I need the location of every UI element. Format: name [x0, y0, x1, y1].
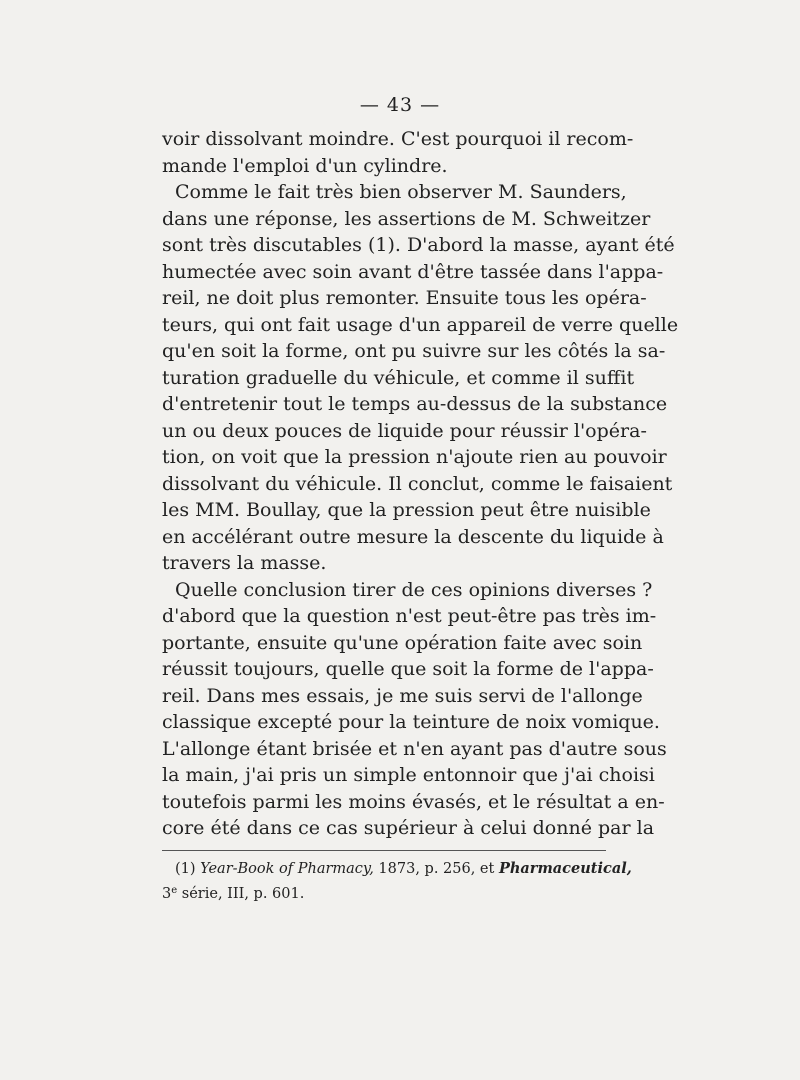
- footnote-series-suffix: e: [171, 885, 178, 896]
- footnote-title: Year-Book of Pharmacy,: [200, 861, 374, 877]
- text-line: voir dissolvant moindre. C'est pourquoi il recom-: [162, 128, 634, 150]
- footnote-title: Pharmaceutical,: [498, 860, 632, 877]
- text-line: travers la masse.: [162, 552, 327, 574]
- footnote-line: [162, 880, 606, 902]
- text-line: dissolvant du véhicule. Il conclut, comme le faisaient: [162, 472, 673, 495]
- text-line: turation graduelle du véhicule, et comme il suffit: [162, 366, 635, 389]
- text-line: d'entretenir tout le temps au-dessus de la substance: [162, 393, 668, 415]
- footnote-line: [162, 858, 632, 880]
- footnote-reference: série, III, p. 601.: [181, 886, 305, 902]
- text-line: core été dans ce cas supérieur à celui donné par la: [162, 817, 655, 839]
- text-line: en accélérant outre mesure la descente du liquide à: [162, 525, 664, 548]
- footnote-reference: 1873, p. 256, et: [378, 861, 495, 877]
- footnote-rule: [162, 850, 606, 851]
- text-line: Quelle conclusion tirer de ces opinions diverses ?: [175, 578, 653, 601]
- text-line: un ou deux pouces de liquide pour réussir l'opéra-: [162, 419, 647, 442]
- text-line: dans une réponse, les assertions de M. Schweitzer: [162, 207, 651, 230]
- text-line: sont très discutables (1). D'abord la masse, ayant été: [162, 234, 675, 256]
- text-line: la main, j'ai pris un simple entonnoir que j'ai choisi: [162, 764, 655, 786]
- text-line: tion, on voit que la pression n'ajoute rien au pouvoir: [162, 446, 667, 468]
- text-line: classique excepté pour la teinture de noix vomique.: [162, 711, 660, 733]
- footnote-series: 3: [162, 886, 172, 902]
- text-line: Comme le fait très bien observer M. Saunders,: [175, 181, 627, 203]
- text-line: reil, ne doit plus remonter. Ensuite tous les opéra-: [162, 287, 647, 309]
- text-line: les MM. Boullay, que la pression peut être nuisible: [162, 499, 651, 521]
- text-line: réussit toujours, quelle que soit la forme de l'appa-: [162, 658, 654, 680]
- text-line: toutefois parmi les moins évasés, et le résultat a en-: [162, 790, 665, 813]
- text-line: qu'en soit la forme, ont pu suivre sur les côtés la sa-: [162, 340, 666, 362]
- body-text: [162, 126, 679, 842]
- text-line: L'allonge étant brisée et n'en ayant pas d'autre sous: [162, 737, 667, 760]
- text-line: mande l'emploi d'un cylindre.: [162, 154, 448, 177]
- text-line: portante, ensuite qu'une opération faite avec soin: [162, 631, 643, 654]
- text-line: reil. Dans mes essais, je me suis servi de l'allonge: [162, 684, 643, 707]
- footnote-marker: (1): [175, 861, 196, 877]
- text-line: humectée avec soin avant d'être tassée dans l'appa-: [162, 260, 664, 283]
- page-number: — 43 —: [359, 94, 441, 116]
- footnotes: [162, 858, 632, 902]
- text-line: d'abord que la question n'est peut-être pas très im-: [162, 605, 657, 627]
- text-line: teurs, qui ont fait usage d'un appareil de verre quelle: [162, 313, 679, 336]
